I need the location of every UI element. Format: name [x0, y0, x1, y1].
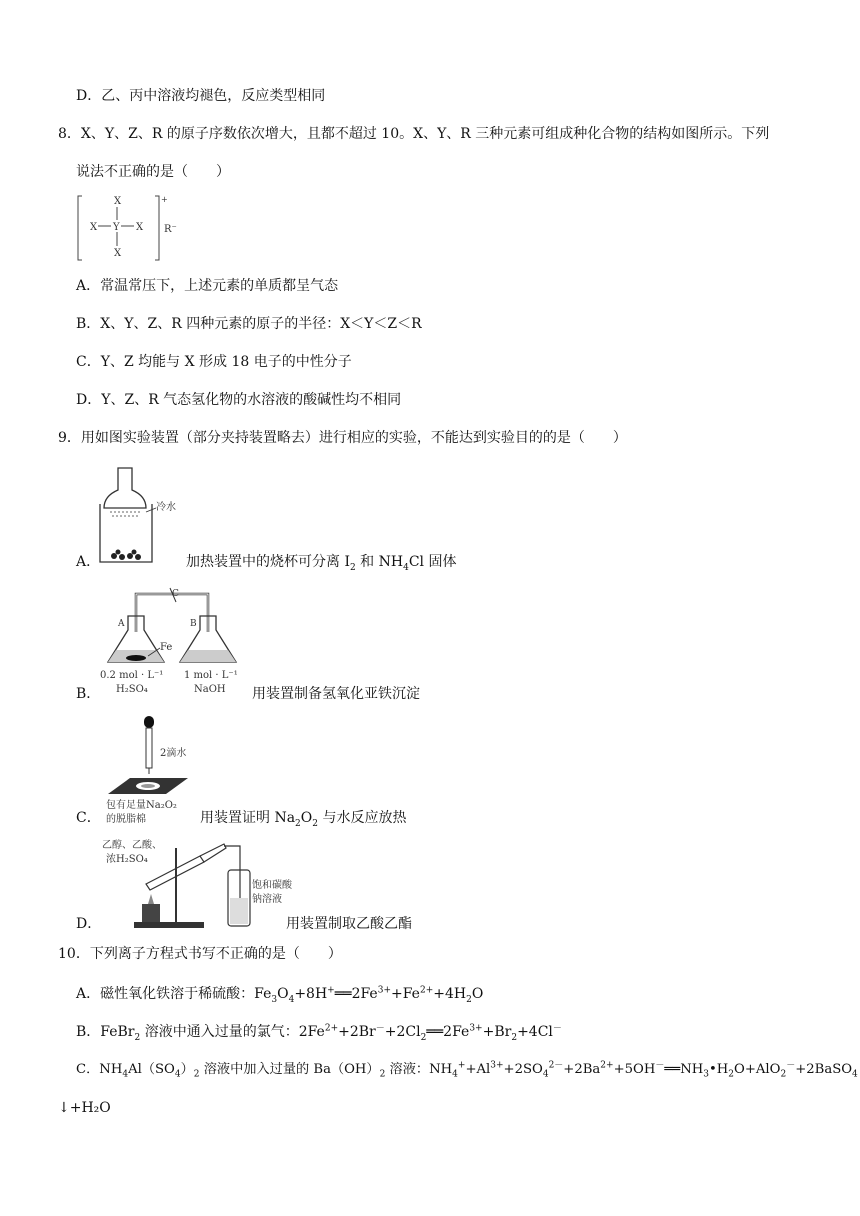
- q7-option-d: D．乙、丙中溶液均褪色，反应类型相同: [76, 88, 326, 104]
- q8-option-b: B．X、Y、Z、R 四种元素的原子的半径：X＜Y＜Z＜R: [76, 316, 422, 332]
- q9-option-c-label: C．: [76, 810, 101, 826]
- q8-option-a: A．常温常压下，上述元素的单质都呈气态: [76, 278, 339, 294]
- q8-structure-figure: [76, 192, 196, 264]
- q10-option-b: B．FeBr$_2$ 溶液中通入过量的氯气：$2Fe^{2+}+2Br^-+2Cl_2══2Fe^{3+}+Br_2+4Cl^-$: [76, 1023, 562, 1043]
- reagent-label-2: 浓H₂SO₄: [106, 854, 148, 865]
- q9-d-ethyl-acetate-figure: [100, 838, 292, 930]
- flask-a-label: A: [118, 619, 125, 629]
- valve-c-label: C: [172, 589, 179, 599]
- q9-option-d-text: 用装置制取乙酸乙酯: [286, 916, 412, 932]
- anion-r: R⁻: [164, 224, 177, 235]
- q9-c-sodium-peroxide-figure: [100, 714, 200, 826]
- q9-stem: 9．用如图实验装置（部分夹持装置略去）进行相应的实验，不能达到实验目的的是（ ）: [58, 430, 627, 446]
- q10-option-c-continued: ↓+H₂O: [58, 1100, 111, 1116]
- cold-water-label: 冷水: [156, 502, 176, 513]
- flask-b-label: B: [190, 619, 197, 629]
- x-bottom-atom: X: [114, 248, 122, 259]
- saturated-label-2: 钠溶液: [252, 894, 282, 905]
- q9-option-b-text: 用装置制备氢氧化亚铁沉淀: [252, 686, 420, 702]
- q8-stem-line1: 8．X、Y、Z、R 的原子序数依次增大，且都不超过 10。X、Y、R 三种元素可组成种化合物的结构如图所示。下列: [58, 126, 770, 142]
- y-center-atom: Y: [113, 222, 120, 233]
- q9-option-a-label: A．: [76, 554, 101, 570]
- left-solution: H₂SO₄: [116, 684, 148, 695]
- q9-option-b-label: B．: [76, 686, 101, 702]
- q10-stem: 10．下列离子方程式书写不正确的是（ ）: [58, 946, 342, 962]
- x-left-atom: X: [90, 222, 98, 233]
- reagent-label-1: 乙醇、乙酸、: [102, 840, 162, 851]
- x-right-atom: X: [136, 222, 144, 233]
- q9-a-sublimation-figure: [98, 466, 188, 570]
- q10-option-a: A．磁性氧化铁溶于稀硫酸：$Fe_3O_4+8H^+══2Fe^{3+}+Fe^{2+}+4H_2O$: [76, 985, 484, 1005]
- q9-option-c-text: 用装置证明 $Na_2O_2$ 与水反应放热: [200, 810, 407, 829]
- q9-b-ferrous-hydroxide-figure: [98, 586, 248, 698]
- fe-label: Fe: [160, 642, 173, 653]
- q9-option-a-text: 加热装置中的烧杯可分离 $I_2$ 和 $NH_4Cl$ 固体: [186, 554, 457, 573]
- cation-charge: +: [161, 195, 168, 204]
- cotton-label-1: 包有足量Na₂O₂: [106, 800, 177, 811]
- right-solution: NaOH: [194, 684, 226, 695]
- q8-option-d: D．Y、Z、R 气态氢化物的水溶液的酸碱性均不相同: [76, 392, 402, 408]
- x-top-atom: X: [114, 196, 122, 207]
- q8-stem-line2: 说法不正确的是（ ）: [76, 164, 230, 180]
- q9-option-d-label: D．: [76, 916, 102, 932]
- drop-water-label: 2滴水: [160, 748, 187, 759]
- q10-option-c: C．$NH_4Al(SO_4)_2$ 溶液中加入过量的 $Ba(OH)_2$ 溶液：$NH_4^++Al^{3+}+2SO_4^{2-}+2Ba^{2+}+5OH^-══NH_3•H_2O+AlO_2^-+2BaSO_4$: [76, 1060, 858, 1080]
- cotton-label-2: 的脱脂棉: [106, 814, 146, 825]
- right-concentration: 1 mol · L⁻¹: [184, 670, 238, 681]
- left-concentration: 0.2 mol · L⁻¹: [100, 670, 164, 681]
- saturated-label-1: 饱和碳酸: [252, 880, 292, 891]
- q8-option-c: C．Y、Z 均能与 X 形成 18 电子的中性分子: [76, 354, 352, 370]
